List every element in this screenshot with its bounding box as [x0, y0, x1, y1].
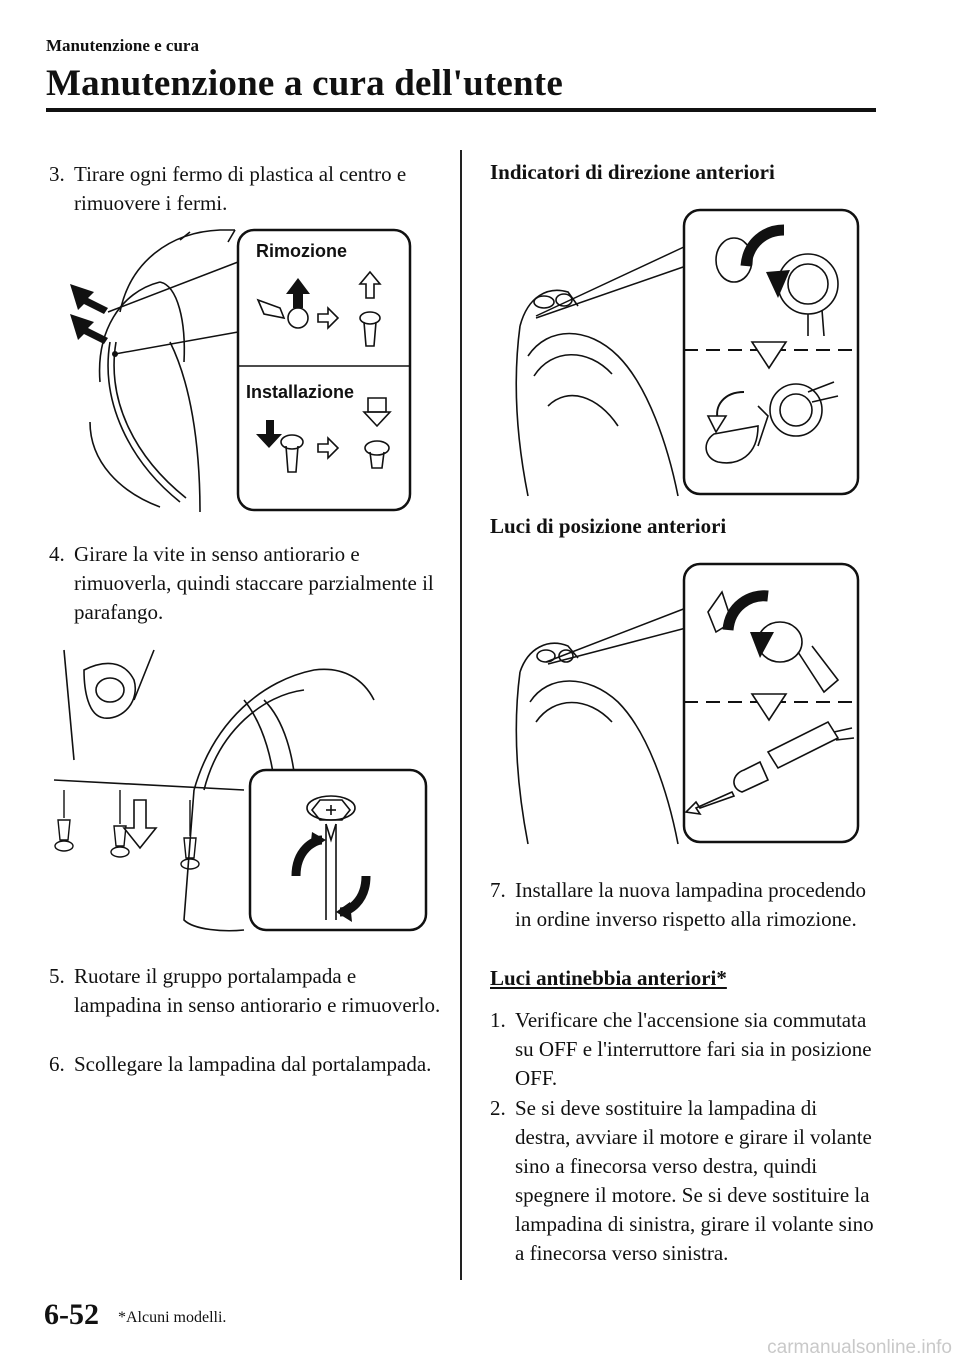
detail-panel — [250, 770, 426, 930]
step-3 — [49, 160, 441, 218]
step-number: 2. — [490, 1096, 506, 1120]
step-number: 5. — [49, 964, 65, 988]
step-number: 6. — [49, 1052, 65, 1076]
title-rule — [46, 108, 876, 112]
screw-removal-illustration — [44, 640, 430, 935]
fog-step-2 — [490, 1094, 875, 1268]
heading-position-lights: Luci di posizione anteriori — [490, 514, 727, 538]
fog-step-1 — [490, 1006, 875, 1093]
step-7 — [490, 876, 875, 934]
step-number: 4. — [49, 542, 65, 566]
column-divider — [460, 150, 462, 1280]
step-4 — [49, 540, 441, 627]
headlamp-area — [516, 290, 678, 496]
step-number: 7. — [490, 878, 506, 902]
clip-removal-illustration — [60, 222, 416, 514]
step-text: Installare la nuova lampadina procedendo in ordine inverso rispetto alla rimozione. — [515, 878, 867, 931]
step-text: Verificare che l'accensione sia commutata su OFF e l'interruttore fari sia in posizione OFF. — [515, 1008, 872, 1090]
step-text: Scollegare la lampadina dal portalampada. — [74, 1052, 432, 1076]
step-number: 3. — [49, 162, 65, 186]
step-5 — [49, 962, 441, 1020]
turn-signal-bulb-illustration — [508, 206, 862, 498]
detail-panel — [238, 230, 410, 510]
position-light-bulb-illustration — [508, 562, 862, 846]
step-text: Girare la vite in senso antiorario e rimuoverla, quindi staccare parzialmente il parafango. — [74, 542, 434, 624]
installation-label: Installazione — [246, 382, 355, 402]
footnote: *Alcuni modelli. — [118, 1309, 227, 1326]
pointer-arrows — [70, 284, 108, 344]
page-title: Manutenzione a cura dell'utente — [46, 63, 563, 104]
section-label: Manutenzione e cura — [46, 36, 199, 55]
step-text: Se si deve sostituire la lampadina di destra, avviare il motore e girare il volante sino a finecorsa verso destra, quindi spegnere il motore. Se si deve sostituire la lampadina di sinistra, girare il volante sino a finecorsa verso sinistra. — [515, 1096, 874, 1265]
heading-turn-signals: Indicatori di direzione anteriori — [490, 160, 775, 184]
heading-fog-lights: Luci antinebbia anteriori* — [490, 966, 727, 990]
headlamp-area — [516, 643, 678, 844]
removal-label: Rimozione — [256, 241, 348, 261]
step-text: Tirare ogni fermo di plastica al centro e rimuovere i fermi. — [74, 162, 407, 215]
step-number: 1. — [490, 1008, 506, 1032]
watermark: carmanualsonline.info — [767, 1337, 952, 1358]
step-6 — [49, 1050, 441, 1079]
step-text: Ruotare il gruppo portalampada e lampadina in senso antiorario e rimuoverlo. — [74, 964, 441, 1017]
page-number: 6-52 — [44, 1298, 99, 1331]
